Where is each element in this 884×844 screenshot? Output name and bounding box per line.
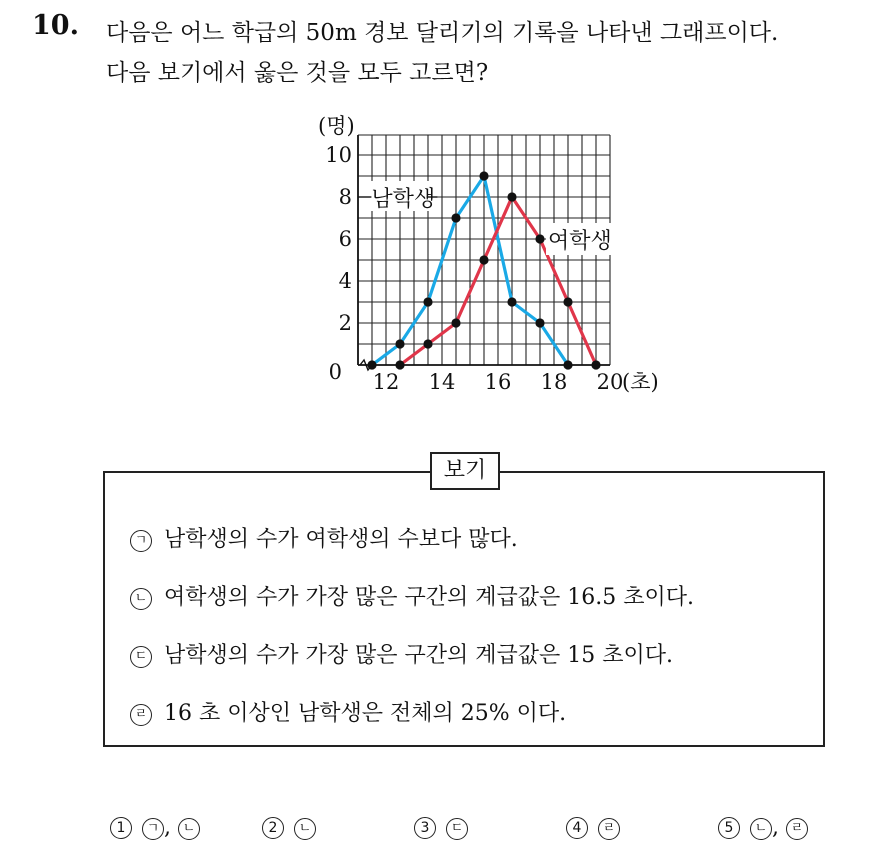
bogi-item-2-mark: ㄴ <box>130 588 152 610</box>
choice-1[interactable]: 1 ㄱ , ㄴ <box>110 815 200 840</box>
series-label-boys: 남학생 <box>371 187 436 212</box>
series-point-girls <box>395 360 404 369</box>
choice-1-mark-b: ㄴ <box>178 818 200 840</box>
choice-3[interactable] <box>414 815 468 840</box>
series-point-girls <box>423 339 432 348</box>
choice-5-mark-b: ㄹ <box>786 818 808 840</box>
bogi-item-3-mark: ㄷ <box>130 646 152 668</box>
choice-2-mark: ㄴ <box>294 818 316 840</box>
origin-label: 0 <box>328 360 342 384</box>
series-point-boys <box>563 360 572 369</box>
question-text-line-2: 다음 보기에서 옳은 것을 모두 고르면? <box>106 60 489 86</box>
series-point-boys <box>451 213 460 222</box>
bogi-item-2 <box>130 580 694 611</box>
choice-4[interactable] <box>566 815 620 840</box>
y-tick-label: 2 <box>338 311 352 335</box>
running-record-chart <box>0 0 884 420</box>
series-point-boys <box>507 297 516 306</box>
bogi-item-2-text: 여학생의 수가 가장 많은 구간의 계급값은 16.5 초이다. <box>164 585 694 610</box>
y-tick-label: 8 <box>338 185 352 209</box>
series-point-girls <box>479 255 488 264</box>
series-point-boys <box>423 297 432 306</box>
bogi-item-3 <box>130 638 673 669</box>
bogi-title: 보기 <box>430 452 500 490</box>
choice-1-number: 1 <box>110 817 132 839</box>
y-axis-label: (명) <box>318 114 355 138</box>
choice-5-number: 5 <box>718 817 740 839</box>
question-number: 10. <box>32 10 79 41</box>
series-label-girls: 여학생 <box>548 229 612 254</box>
series-point-girls <box>591 360 600 369</box>
choice-1-mark-a: ㄱ <box>142 818 164 840</box>
choice-2[interactable] <box>262 815 316 840</box>
series-point-girls <box>563 297 572 306</box>
choice-3-mark: ㄷ <box>446 818 468 840</box>
choice-4-number: 4 <box>566 817 588 839</box>
series-point-girls <box>507 192 516 201</box>
y-tick-label: 4 <box>338 269 352 293</box>
series-point-boys <box>367 360 376 369</box>
choice-3-number: 3 <box>414 817 436 839</box>
choice-2-number: 2 <box>262 817 284 839</box>
x-axis-label: (초) <box>622 370 659 394</box>
x-tick-label: 16 <box>484 370 512 394</box>
bogi-item-4 <box>130 696 566 727</box>
choice-5-mark-a: ㄴ <box>750 818 772 840</box>
x-tick-label: 18 <box>540 370 568 394</box>
bogi-item-3-text: 남학생의 수가 가장 많은 구간의 계급값은 15 초이다. <box>164 643 673 668</box>
y-tick-label: 6 <box>338 227 352 251</box>
choice-5[interactable]: 5 ㄴ , ㄹ <box>718 815 808 840</box>
bogi-item-4-mark: ㄹ <box>130 704 152 726</box>
bogi-item-1 <box>130 522 518 553</box>
series-point-boys <box>395 339 404 348</box>
choice-4-mark: ㄹ <box>598 818 620 840</box>
bogi-item-4-text: 16 초 이상인 남학생은 전체의 25% 이다. <box>164 701 567 726</box>
bogi-item-1-mark: ㄱ <box>130 530 152 552</box>
series-point-boys <box>535 318 544 327</box>
x-tick-label: 14 <box>428 370 456 394</box>
x-tick-label: 20 <box>596 370 624 394</box>
series-point-girls <box>451 318 460 327</box>
series-point-boys <box>479 171 488 180</box>
series-point-girls <box>535 234 544 243</box>
bogi-item-1-text: 남학생의 수가 여학생의 수보다 많다. <box>164 527 518 552</box>
y-tick-label: 10 <box>325 143 352 167</box>
x-tick-label: 12 <box>372 370 400 394</box>
question-text-line-1: 다음은 어느 학급의 50m 경보 달리기의 기록을 나타낸 그래프이다. <box>106 20 779 46</box>
